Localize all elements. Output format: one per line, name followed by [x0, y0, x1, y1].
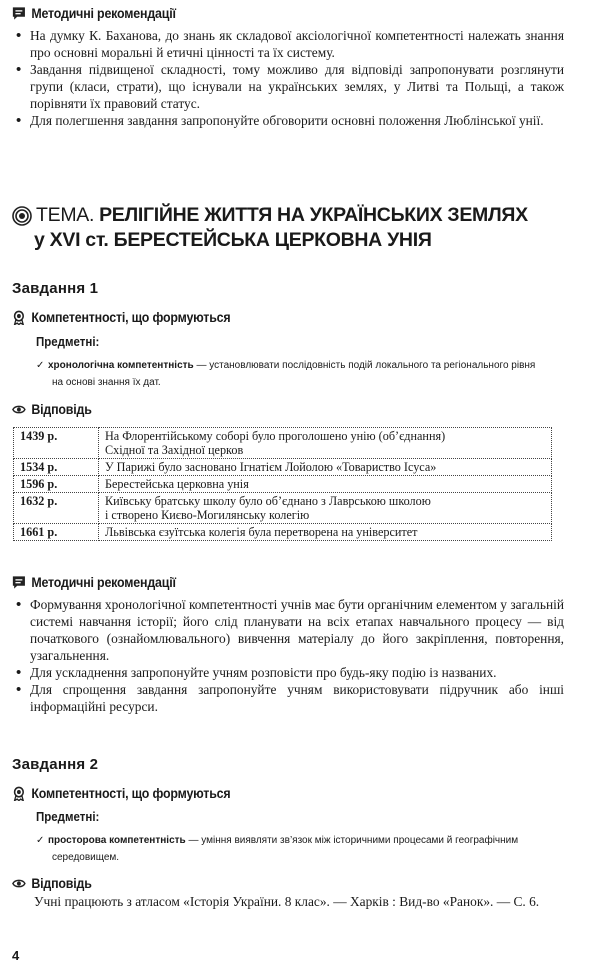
table-row	[14, 459, 552, 476]
list-item: • Формування хронологічної компетентності учнів має бути органічним елементом у загальній системі навчання історії; його слід планувати на всіх етапах навчального процесу — від початкового (ознайомлювального) вивчення матеріалу до його закріплення, повторення, узагальнення.	[12, 596, 564, 664]
task1-competence	[36, 357, 576, 391]
list-item: • Для полегшення завдання запропонуйте обговорити основні положення Люблінської унії.	[12, 112, 564, 129]
task1-answer-heading: Відповідь	[12, 402, 92, 417]
table-cell-year: 1661 р.	[14, 524, 99, 541]
task1-title: Завдання 1	[12, 280, 99, 297]
check-icon: ✓	[36, 835, 45, 846]
method-recs-top-list	[12, 27, 564, 129]
eye-icon	[12, 402, 26, 417]
task1-subject-heading: Предметні:	[36, 335, 100, 349]
competence-term: хронологічна компетентність	[48, 360, 194, 371]
target-icon	[12, 206, 32, 226]
task2-answer-text: Учні працюють з атласом «Історія України. 8 клас». — Харків : Вид-во «Ранок». — С. 6.	[34, 894, 540, 909]
page-number: 4	[12, 948, 20, 963]
method-recs-heading: Методичні рекомендації	[12, 6, 532, 21]
topic-prefix: ТЕМА.	[36, 204, 95, 226]
list-item: • Для спрощення завдання запропонуйте учням використовувати підручник або інші інформаційні ресурси.	[12, 681, 564, 715]
table-cell-year: 1439 р.	[14, 428, 99, 459]
task2-subject-heading: Предметні:	[36, 810, 100, 824]
award-icon	[12, 786, 26, 801]
topic-title-line1: РЕЛІГІЙНЕ ЖИТТЯ НА УКРАЇНСЬКИХ ЗЕМЛЯХ	[99, 204, 528, 226]
table-cell-year: 1596 р.	[14, 476, 99, 493]
competence-desc-cont: середовищем.	[52, 852, 120, 863]
topic-heading	[12, 203, 577, 253]
method-recs-mid-list	[12, 596, 564, 715]
chat-note-icon	[12, 6, 26, 21]
check-icon: ✓	[36, 360, 45, 371]
table-cell-event: На Флорентійському соборі було проголошено унію (об’єднання) Східної та Західної церков	[99, 428, 552, 459]
competence-desc: — уміння виявляти зв’язок між історичними процесами й географічним	[185, 835, 519, 846]
chat-note-icon	[12, 575, 26, 590]
table-cell-event: Берестейська церковна унія	[99, 476, 552, 493]
table-cell-event: Київську братську школу було об’єднано з Лаврською школою і створено Києво-Могилянську колегію	[99, 493, 552, 524]
list-item: • Завдання підвищеної складності, тому можливо для відповіді запропонувати розглянути групи (класи, страти), що існували на українських землях, у Литві та Польщі, а також порівняти їх правовий статус.	[12, 61, 564, 112]
method-recs-heading: Методичні рекомендації	[12, 575, 532, 590]
table-row	[14, 524, 552, 541]
table-cell-year: 1632 р.	[14, 493, 99, 524]
table-row	[14, 476, 552, 493]
list-item: • На думку К. Баханова, до знань як складової аксіологічної компетентності належать знання про основні моральні й етичні цінності та їх систему.	[12, 27, 564, 61]
topic-title-line2: у XVI ст. БЕРЕСТЕЙСЬКА ЦЕРКОВНА УНІЯ	[34, 229, 432, 251]
table-row	[14, 428, 552, 459]
method-recs-mid	[12, 575, 577, 715]
eye-icon	[12, 876, 26, 891]
table-cell-event: Львівська єзуїтська колегія була перетворена на університет	[99, 524, 552, 541]
list-item: • Для ускладнення запропонуйте учням розповісти про будь-яку подію із названих.	[12, 664, 564, 681]
table-row	[14, 493, 552, 524]
competence-term: просторова компетентність	[48, 835, 186, 846]
task2-answer-heading: Відповідь	[12, 876, 92, 891]
award-icon	[12, 310, 26, 325]
competence-desc-cont: на основі знання їх дат.	[52, 377, 161, 388]
method-recs-top	[12, 6, 577, 129]
chronology-table	[13, 427, 552, 541]
task2-competence	[36, 832, 576, 866]
table-cell-year: 1534 р.	[14, 459, 99, 476]
task1-competences-heading: Компетентності, що формуються	[12, 310, 230, 325]
table-cell-event: У Парижі було засновано Ігнатієм Лойолою «Товариство Ісуса»	[99, 459, 552, 476]
competence-desc: — установлювати послідовність подій локального та регіонального рівня	[193, 360, 536, 371]
task2-competences-heading: Компетентності, що формуються	[12, 786, 230, 801]
task2-title: Завдання 2	[12, 756, 99, 773]
